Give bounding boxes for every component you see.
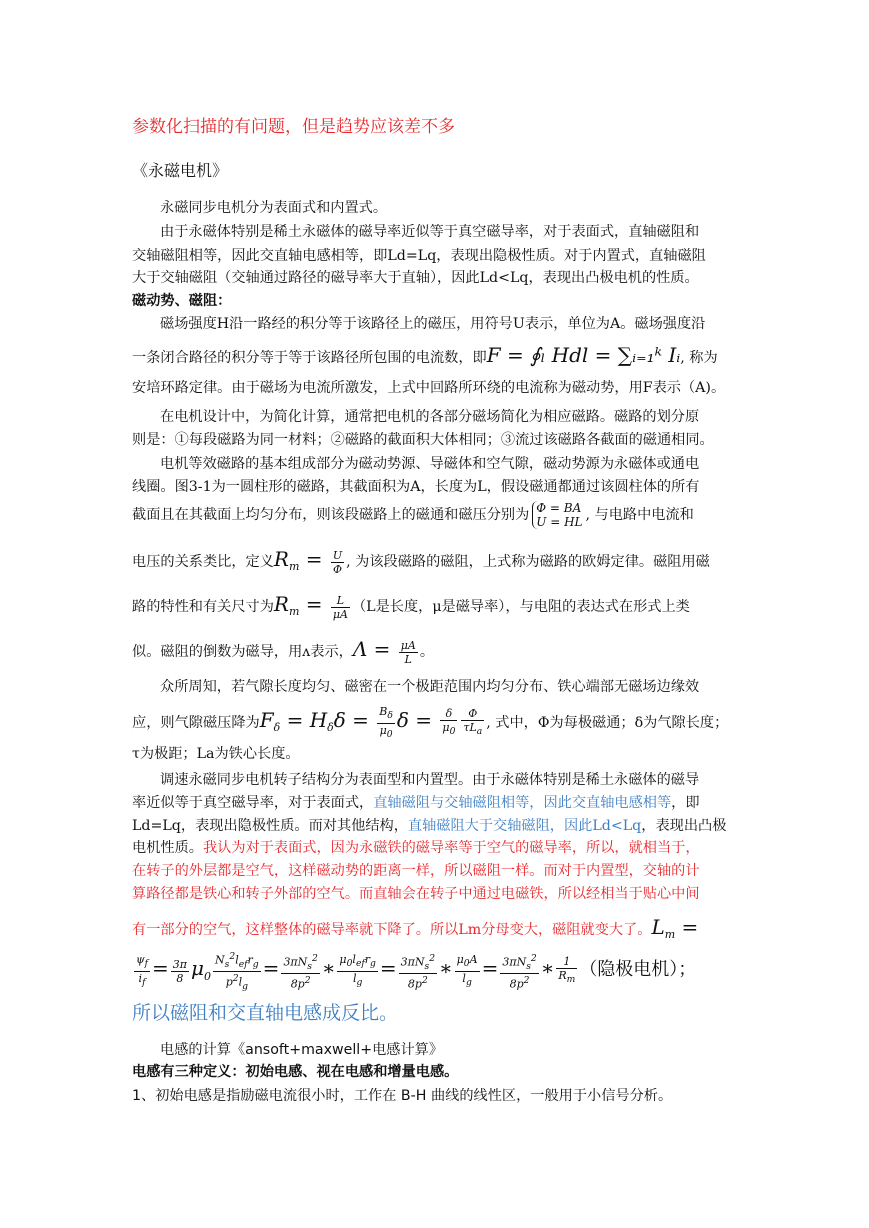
highlight-text: 有一部分的空气，这样整体的磁导率就下降了。所以Lm分母变大，磁阻就变大了。: [132, 922, 652, 938]
text: 截面且在其截面上均匀分布，则该段磁路上的磁通和磁压分别为: [132, 507, 530, 523]
top-note: 参数化扫描的有问题，但是趋势应该差不多: [132, 117, 455, 137]
highlight-text: 直轴磁阻大于交轴磁阻，因此Ld<Lq: [407, 818, 642, 834]
numerator: U: [332, 548, 343, 562]
fraction: [461, 707, 484, 738]
numerator: $3\pi N_s^2$: [400, 952, 436, 972]
paragraph: 磁场强度H沿一路经的积分等于该路径上的磁压，用符号U表示，单位为A。磁场强度沿: [160, 316, 706, 332]
numerator: δ: [440, 707, 457, 721]
text: Ld=Lq，表现出隐极性质。而对其他结构，: [132, 818, 408, 834]
denominator: $p^2l_g$: [225, 972, 248, 992]
equals: =: [262, 956, 280, 980]
highlight-text: 我认为对于表面式，因为永磁铁的磁导率等于空气的磁导率，所以，就相当于，: [202, 840, 700, 856]
paragraph: 电感的计算《ansoft+maxwell+电感计算》: [160, 1042, 444, 1058]
paragraph: 大于交轴磁阻（交轴通过路径的磁导率大于直轴），因此Ld<Lq，表现出凸极电机的性质。: [132, 270, 699, 286]
text: 。: [419, 644, 435, 660]
denominator: $l_g$: [352, 971, 363, 988]
denominator: 8: [176, 971, 184, 985]
paragraph: 众所周知，若气隙长度均匀、磁密在一个极距范围内均匀分布、铁心端部无磁场边缘效: [160, 679, 700, 695]
delta: δ =: [396, 708, 439, 732]
rm-subscript: m: [288, 560, 300, 573]
numerator: 1: [556, 955, 577, 969]
fraction: [134, 953, 150, 988]
fraction: [556, 955, 577, 986]
fraction: [213, 950, 261, 993]
times: ∗: [540, 956, 555, 980]
paragraph: [132, 837, 742, 859]
paragraph-with-formula: [132, 912, 742, 950]
paragraph-with-formula: [132, 344, 742, 369]
fraction: [455, 953, 480, 988]
numerator: $N_s^2l_{ef}r_g$: [215, 950, 259, 970]
text: 似。磁阻的倒数为磁导，用ʌ表示，: [132, 644, 353, 660]
denominator: $8p^2$: [290, 974, 311, 991]
equals: =: [299, 592, 329, 616]
numerator: μA: [400, 638, 416, 652]
paragraph: 在电机设计中，为简化计算，通常把电机的各部分磁场简化为相应磁路。磁路的划分原: [160, 409, 700, 425]
denominator: $i_f$: [138, 971, 146, 988]
denominator: L: [404, 652, 412, 666]
times: ∗: [439, 956, 453, 980]
text: 一条闭合路径的积分等于等于该路径所包围的电流数，即: [132, 350, 487, 366]
subscript: δ: [273, 721, 281, 734]
delta: δ =: [333, 708, 376, 732]
text: 电机性质。: [132, 840, 203, 856]
paragraph: τ为极距；La为铁心长度。: [132, 746, 300, 762]
text: 路的特性和有关尺寸为: [132, 599, 274, 615]
numerator: $B_\delta$: [379, 705, 393, 722]
subscript: m: [664, 928, 676, 941]
fraction: [337, 953, 377, 988]
lambda-symbol: Λ =: [352, 637, 397, 661]
paragraph: [132, 792, 742, 814]
fraction: [171, 958, 189, 985]
paragraph: 交轴磁阻相等，因此交直轴电感相等，即Ld=Lq，表现出隐极性质。对于内置式，直轴磁阻: [132, 248, 706, 264]
equals: =: [299, 547, 329, 571]
paragraph: 1、初始电感是指励磁电流很小时，工作在 B-H 曲线的线性区，一般用于小信号分析。: [132, 1088, 673, 1104]
paragraph-with-formula: [132, 501, 742, 529]
rm-subscript: m: [288, 605, 300, 618]
numerator: $3\pi N_s^2$: [502, 952, 537, 972]
text: （隐极电机）；: [579, 959, 697, 980]
denominator: $8p^2$: [407, 974, 428, 991]
lm-symbol: L: [651, 915, 665, 939]
paragraph-with-formula: [132, 632, 742, 669]
equals: =: [379, 956, 397, 980]
paragraph: 算路径都是铁心和转子外部的空气。而直轴会在转子中通过电磁铁，所以经相当于贴心中间: [132, 886, 700, 902]
paragraph: [132, 815, 742, 837]
equals: = H: [280, 708, 328, 732]
text: 应，则气隙磁压降为: [132, 715, 260, 731]
denominator: $l_g$: [462, 971, 472, 988]
rm-fraction: [331, 594, 350, 621]
paragraph: 永磁同步电机分为表面式和内置式。: [160, 200, 388, 216]
paragraph: 调速永磁同步电机转子结构分为表面型和内置型。由于永磁体特别是稀土永磁体的磁导: [160, 772, 700, 788]
denominator: $8p^2$: [509, 974, 530, 991]
rm-fraction: [331, 549, 344, 576]
mu0: $\mu_0$: [191, 956, 212, 983]
fraction: [399, 952, 437, 991]
section-heading: 磁动势、磁阻：: [132, 293, 232, 309]
paragraph: 则是：①每段磁路为同一材料；②磁路的截面积大体相同；③流过该磁路各截面的磁通相同。: [132, 432, 714, 448]
paragraph-with-formula: [132, 542, 742, 584]
text: （L是长度，μ是磁导率），与电阻的表达式在形式上类: [351, 599, 690, 615]
conclusion: 所以磁阻和交直轴电感成反比。: [132, 1002, 399, 1024]
numerator: $3\pi N_s^2$: [283, 952, 318, 972]
numerator: $\psi_f$: [136, 953, 149, 970]
numerator: 3π: [172, 957, 188, 971]
text: , 式中，Φ为每极磁通；δ为气隙长度；: [486, 715, 729, 731]
highlight-text: 直轴磁阻与交轴磁阻相等，因此交直轴电感相等: [373, 795, 672, 811]
flux-eq: Φ = BA: [536, 501, 582, 515]
fraction: [500, 952, 538, 991]
rm-symbol: R: [273, 592, 289, 616]
denominator: μA: [332, 607, 348, 621]
paragraph: 线圈。图3-1为一圆柱形的磁路，其截面积为A，长度为L，假设磁通都通过该圆柱体的所有: [132, 479, 700, 495]
denominator: $\mu_0$: [442, 721, 456, 738]
fraction: [377, 705, 395, 740]
lambda-fraction: [399, 639, 418, 666]
text: , 为该段磁路的磁阻，上式称为磁路的欧姆定律。磁阻用磁: [346, 554, 710, 570]
paragraph-with-formula: [132, 587, 742, 629]
paragraph: 在转子的外层都是空气，这样磁动势的距离一样，所以磁阻一样。而对于内置型，交轴的计: [132, 863, 700, 879]
numerator: $\mu_0A$: [456, 953, 478, 970]
book-title: 《永磁电机》: [132, 161, 229, 180]
numerator: $\mu_0l_{ef}r_g$: [339, 953, 376, 970]
flux-system: [532, 501, 582, 529]
denominator: $R_m$: [558, 969, 576, 986]
paragraph: 由于永磁体特别是稀土永磁体的磁导率近似等于真空磁导率，对于表面式，直轴磁阻和: [160, 224, 700, 240]
paragraph-with-formula: [132, 703, 742, 745]
rm-symbol: R: [273, 547, 289, 571]
text: 电压的关系类比，定义: [132, 554, 274, 570]
equals: =: [481, 956, 499, 980]
mmf-eq: U = HL: [536, 515, 583, 529]
denominator: $\tau L_a$: [463, 721, 483, 738]
section-heading: 电感有三种定义：初始电感、视在电感和增量电感。: [132, 1064, 459, 1080]
text: ，表现出凸极: [641, 818, 727, 834]
lm-formula-line: [132, 946, 742, 999]
equals: =: [675, 915, 699, 939]
ampere-formula: F = ∮ₗ Hdl = ∑ᵢ₌₁ᵏ Iᵢ: [486, 343, 681, 367]
denominator: $\mu_0$: [379, 723, 393, 740]
times: ∗: [321, 956, 336, 980]
text: ，即: [671, 795, 700, 811]
equals: =: [152, 956, 169, 980]
fraction: [440, 707, 457, 738]
numerator: Φ: [461, 707, 484, 721]
paragraph: 安培环路定律。由于磁场为电流所激发，上式中回路所环绕的电流称为磁动势，用F表示（A)。: [132, 380, 726, 396]
subscript: δ: [327, 721, 334, 734]
text: , 称为: [680, 350, 718, 366]
denominator: Φ: [333, 562, 343, 576]
numerator: L: [331, 594, 350, 608]
text: 率近似等于真空磁导率，对于表面式，: [132, 795, 374, 811]
fraction: [281, 952, 319, 991]
f-delta-symbol: F: [259, 708, 274, 732]
paragraph: 电机等效磁路的基本组成部分为磁动势源、导磁体和空气隙，磁动势源为永磁体或通电: [160, 456, 700, 472]
text: , 与电路中电流和: [585, 507, 694, 523]
